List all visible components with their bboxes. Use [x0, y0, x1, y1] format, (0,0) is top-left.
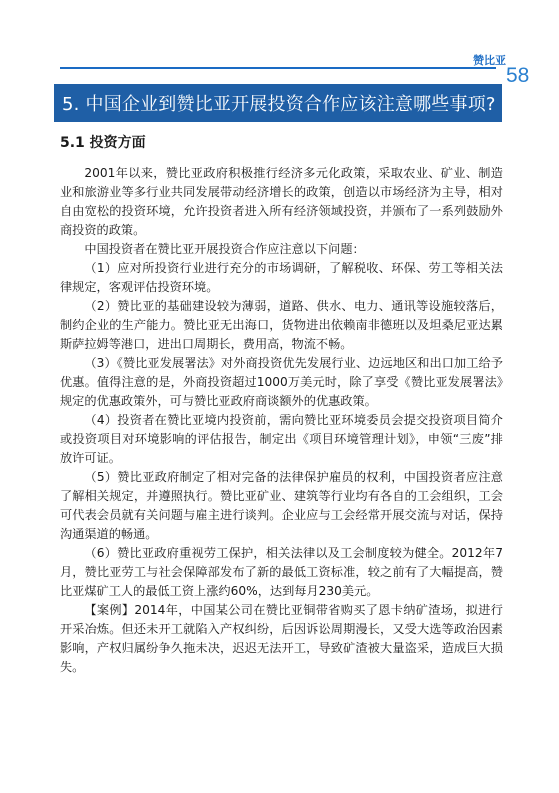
paragraph-item-5: （5）赞比亚政府制定了相对完备的法律保护雇员的权利，中国投资者应注意了解相关规定，并遵照执行。赞比亚矿业、建筑等行业均有各自的工会组织，工会可代表会员就有关问题与雇主进行谈判。企业应与工会经常开展交流与对话，保持沟通渠道的畅通。 — [60, 470, 503, 541]
paragraph-item-3: （3）《赞比亚发展署法》对外商投资优先发展行业、边远地区和出口加工给予优惠。值得注意的是，外商投资超过1000万美元时，除了享受《赞比亚发展署法》规定的优惠政策外，可与赞比亚政府商谈额外的优惠政策。 — [60, 356, 503, 408]
body-text — [60, 164, 503, 677]
paragraph-item-2: （2）赞比亚的基础建设较为薄弱，道路、供水、电力、通讯等设施较落后，制约企业的生产能力。赞比亚无出海口，货物进出依赖南非德班以及坦桑尼亚达累斯萨拉姆等港口，进出口周期长，费用高，物流不畅。 — [60, 299, 503, 351]
paragraph-intro: 2001年以来，赞比亚政府积极推行经济多元化政策，采取农业、矿业、制造业和旅游业等多行业共同发展带动经济增长的政策，创造以市场经济为主导，相对自由宽松的投资环境，允许投资者进入所有经济领域投资，并颁布了一系列鼓励外商投资的政策。 — [60, 166, 503, 237]
section-heading: 5.1 投资方面 — [60, 135, 146, 151]
paragraph-item-4: （4）投资者在赞比亚境内投资前，需向赞比亚环境委员会提交投资项目简介或投资项目对环境影响的评估报告，制定出《项目环境管理计划》，申领“三废”排放许可证。 — [60, 413, 503, 465]
paragraph-item-1: （1）应对所投资行业进行充分的市场调研，了解税收、环保、劳工等相关法律规定，客观评估投资环境。 — [60, 261, 503, 294]
paragraph-item-6: （6）赞比亚政府重视劳工保护，相关法律以及工会制度较为健全。2012年7月，赞比亚劳工与社会保障部发布了新的最低工资标准，较之前有了大幅提高，赞比亚煤矿工人的最低工资上涨约60%，达到每月230美元。 — [60, 546, 503, 598]
chapter-title-bar — [54, 84, 502, 122]
paragraph-lead: 中国投资者在赞比亚开展投资合作应注意以下问题： — [84, 242, 365, 256]
running-header-country: 赞比亚 — [473, 54, 506, 67]
page-number: 58 — [506, 64, 530, 87]
header-rule — [60, 67, 496, 69]
paragraph-case: 【案例】2014年，中国某公司在赞比亚铜带省购买了恩卡纳矿渣场，拟进行开采冶炼。但还未开工就陷入产权纠纷，后因诉讼周期漫长，又受大选等政治因素影响，产权归属纷争久拖未决，迟迟无法开工，导致矿渣被大量盗采，造成巨大损失。 — [60, 603, 503, 674]
chapter-title: 5. 中国企业到赞比亚开展投资合作应该注意哪些事项? — [62, 94, 496, 115]
